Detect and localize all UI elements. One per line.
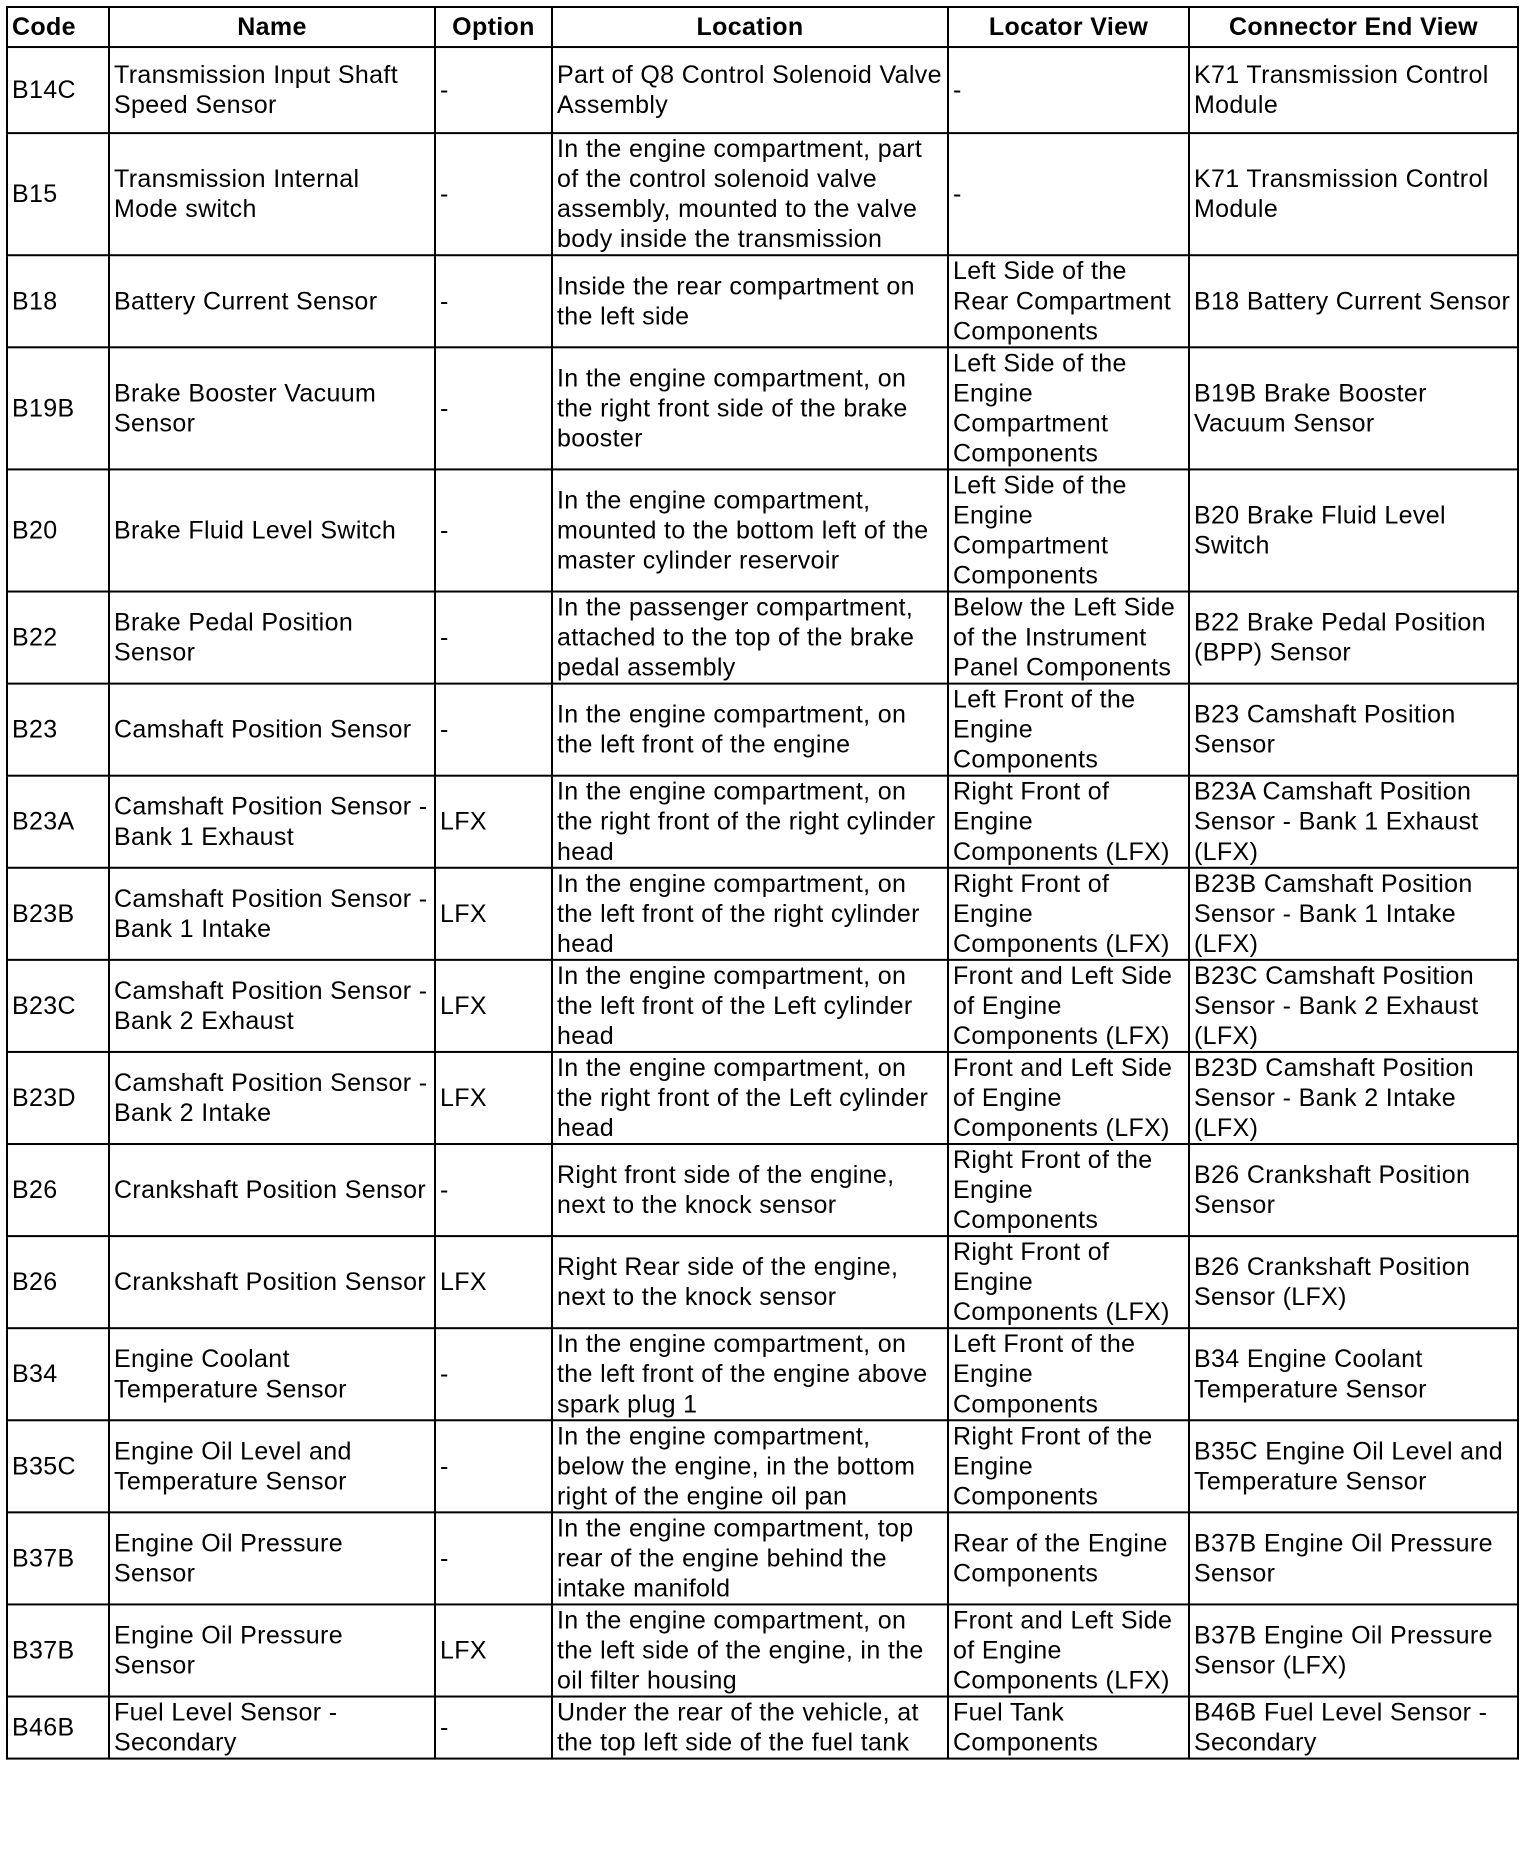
cell-locator-view: Left Side of the Rear Compartment Components [948,255,1189,347]
cell-locator-view: Left Front of the Engine Components [948,1328,1189,1420]
cell-code: B18 [7,255,109,347]
cell-code: B26 [7,1236,109,1328]
cell-locator-view: - [948,47,1189,133]
table-row [7,347,1518,469]
cell-code: B46B [7,1697,109,1759]
cell-location: Inside the rear compartment on the left side [552,255,948,347]
cell-code: B37B [7,1512,109,1604]
cell-connector-end-view: B46B Fuel Level Sensor - Secondary [1189,1697,1518,1759]
cell-connector-end-view: B23D Camshaft Position Sensor - Bank 2 Intake (LFX) [1189,1052,1518,1144]
cell-locator-view: - [948,133,1189,255]
cell-name: Camshaft Position Sensor - Bank 1 Intake [109,868,435,960]
cell-location: In the engine compartment, on the left side of the engine, in the oil filter housing [552,1604,948,1696]
cell-location: In the engine compartment, on the left front of the right cylinder head [552,868,948,960]
cell-locator-view: Right Front of Engine Components (LFX) [948,1236,1189,1328]
cell-locator-view: Left Front of the Engine Components [948,684,1189,776]
cell-option: - [435,133,552,255]
cell-name: Brake Pedal Position Sensor [109,592,435,684]
cell-name: Transmission Input Shaft Speed Sensor [109,47,435,133]
cell-name: Fuel Level Sensor - Secondary [109,1697,435,1759]
table-body [7,47,1518,1759]
cell-option: - [435,684,552,776]
cell-connector-end-view: B26 Crankshaft Position Sensor [1189,1144,1518,1236]
cell-location: In the passenger compartment, attached to the top of the brake pedal assembly [552,592,948,684]
cell-name: Engine Oil Pressure Sensor [109,1604,435,1696]
cell-location: In the engine compartment, on the right front side of the brake booster [552,347,948,469]
cell-option: LFX [435,1236,552,1328]
cell-code: B23A [7,776,109,868]
table-row [7,868,1518,960]
table-row [7,1144,1518,1236]
cell-locator-view: Right Front of Engine Components (LFX) [948,776,1189,868]
header-location: Location [552,7,948,47]
cell-locator-view: Front and Left Side of Engine Components (LFX) [948,1604,1189,1696]
cell-code: B22 [7,592,109,684]
cell-code: B34 [7,1328,109,1420]
cell-code: B15 [7,133,109,255]
table-row [7,133,1518,255]
cell-connector-end-view: B22 Brake Pedal Position (BPP) Sensor [1189,592,1518,684]
cell-connector-end-view: B23 Camshaft Position Sensor [1189,684,1518,776]
cell-name: Engine Coolant Temperature Sensor [109,1328,435,1420]
cell-connector-end-view: B18 Battery Current Sensor [1189,255,1518,347]
table-row [7,1236,1518,1328]
cell-code: B23C [7,960,109,1052]
header-option: Option [435,7,552,47]
cell-name: Crankshaft Position Sensor [109,1236,435,1328]
table-header [7,7,1518,47]
cell-code: B23D [7,1052,109,1144]
cell-connector-end-view: B23C Camshaft Position Sensor - Bank 2 Exhaust (LFX) [1189,960,1518,1052]
cell-locator-view: Right Front of the Engine Components [948,1420,1189,1512]
cell-location: Part of Q8 Control Solenoid Valve Assembly [552,47,948,133]
cell-connector-end-view: B19B Brake Booster Vacuum Sensor [1189,347,1518,469]
cell-location: In the engine compartment, part of the control solenoid valve assembly, mounted to the valve body inside the transmission [552,133,948,255]
cell-location: In the engine compartment, on the left front of the engine [552,684,948,776]
cell-connector-end-view: B37B Engine Oil Pressure Sensor [1189,1512,1518,1604]
cell-name: Transmission Internal Mode switch [109,133,435,255]
cell-connector-end-view: B20 Brake Fluid Level Switch [1189,469,1518,591]
cell-location: In the engine compartment, below the engine, in the bottom right of the engine oil pan [552,1420,948,1512]
cell-option: - [435,347,552,469]
cell-locator-view: Left Side of the Engine Compartment Components [948,469,1189,591]
cell-name: Camshaft Position Sensor [109,684,435,776]
header-row [7,7,1518,47]
table-row [7,1328,1518,1420]
cell-locator-view: Rear of the Engine Components [948,1512,1189,1604]
cell-locator-view: Fuel Tank Components [948,1697,1189,1759]
cell-connector-end-view: B34 Engine Coolant Temperature Sensor [1189,1328,1518,1420]
cell-code: B23 [7,684,109,776]
cell-name: Crankshaft Position Sensor [109,1144,435,1236]
cell-location: In the engine compartment, on the left front of the engine above spark plug 1 [552,1328,948,1420]
cell-location: In the engine compartment, on the right front of the right cylinder head [552,776,948,868]
cell-location: Right Rear side of the engine, next to the knock sensor [552,1236,948,1328]
cell-option: LFX [435,1052,552,1144]
table-row [7,1604,1518,1696]
cell-name: Engine Oil Level and Temperature Sensor [109,1420,435,1512]
cell-option: LFX [435,1604,552,1696]
cell-location: Right front side of the engine, next to the knock sensor [552,1144,948,1236]
cell-connector-end-view: B37B Engine Oil Pressure Sensor (LFX) [1189,1604,1518,1696]
component-locator-table [6,6,1519,1760]
cell-option: - [435,1144,552,1236]
cell-option: - [435,469,552,591]
cell-option: - [435,1697,552,1759]
cell-connector-end-view: B23A Camshaft Position Sensor - Bank 1 Exhaust (LFX) [1189,776,1518,868]
header-name: Name [109,7,435,47]
cell-option: - [435,255,552,347]
table-row [7,776,1518,868]
cell-option: LFX [435,868,552,960]
cell-connector-end-view: K71 Transmission Control Module [1189,133,1518,255]
cell-name: Camshaft Position Sensor - Bank 1 Exhaust [109,776,435,868]
header-locator-view: Locator View [948,7,1189,47]
cell-code: B20 [7,469,109,591]
cell-code: B37B [7,1604,109,1696]
cell-option: - [435,1328,552,1420]
table-row [7,1697,1518,1759]
table-row [7,1512,1518,1604]
cell-name: Brake Booster Vacuum Sensor [109,347,435,469]
cell-name: Brake Fluid Level Switch [109,469,435,591]
cell-option: LFX [435,960,552,1052]
cell-locator-view: Below the Left Side of the Instrument Panel Components [948,592,1189,684]
cell-code: B23B [7,868,109,960]
cell-locator-view: Left Side of the Engine Compartment Components [948,347,1189,469]
table-row [7,1052,1518,1144]
header-code: Code [7,7,109,47]
cell-code: B19B [7,347,109,469]
cell-connector-end-view: B26 Crankshaft Position Sensor (LFX) [1189,1236,1518,1328]
cell-code: B14C [7,47,109,133]
table-row [7,47,1518,133]
cell-connector-end-view: B35C Engine Oil Level and Temperature Sensor [1189,1420,1518,1512]
cell-locator-view: Right Front of Engine Components (LFX) [948,868,1189,960]
cell-location: In the engine compartment, on the left front of the Left cylinder head [552,960,948,1052]
cell-connector-end-view: K71 Transmission Control Module [1189,47,1518,133]
table-row [7,684,1518,776]
cell-option: - [435,1512,552,1604]
cell-option: - [435,592,552,684]
cell-location: In the engine compartment, on the right front of the Left cylinder head [552,1052,948,1144]
cell-code: B35C [7,1420,109,1512]
table-row [7,469,1518,591]
table-row [7,1420,1518,1512]
cell-locator-view: Front and Left Side of Engine Components (LFX) [948,960,1189,1052]
cell-name: Engine Oil Pressure Sensor [109,1512,435,1604]
cell-option: - [435,47,552,133]
cell-location: Under the rear of the vehicle, at the top left side of the fuel tank [552,1697,948,1759]
table-row [7,592,1518,684]
cell-locator-view: Front and Left Side of Engine Components (LFX) [948,1052,1189,1144]
cell-location: In the engine compartment, mounted to the bottom left of the master cylinder reservoir [552,469,948,591]
cell-name: Camshaft Position Sensor - Bank 2 Intake [109,1052,435,1144]
cell-name: Camshaft Position Sensor - Bank 2 Exhaust [109,960,435,1052]
cell-code: B26 [7,1144,109,1236]
table-row [7,960,1518,1052]
table-row [7,255,1518,347]
cell-locator-view: Right Front of the Engine Components [948,1144,1189,1236]
cell-option: - [435,1420,552,1512]
header-connector-end-view: Connector End View [1189,7,1518,47]
component-locator-sheet [6,6,1517,1868]
cell-connector-end-view: B23B Camshaft Position Sensor - Bank 1 Intake (LFX) [1189,868,1518,960]
cell-option: LFX [435,776,552,868]
cell-name: Battery Current Sensor [109,255,435,347]
cell-location: In the engine compartment, top rear of the engine behind the intake manifold [552,1512,948,1604]
